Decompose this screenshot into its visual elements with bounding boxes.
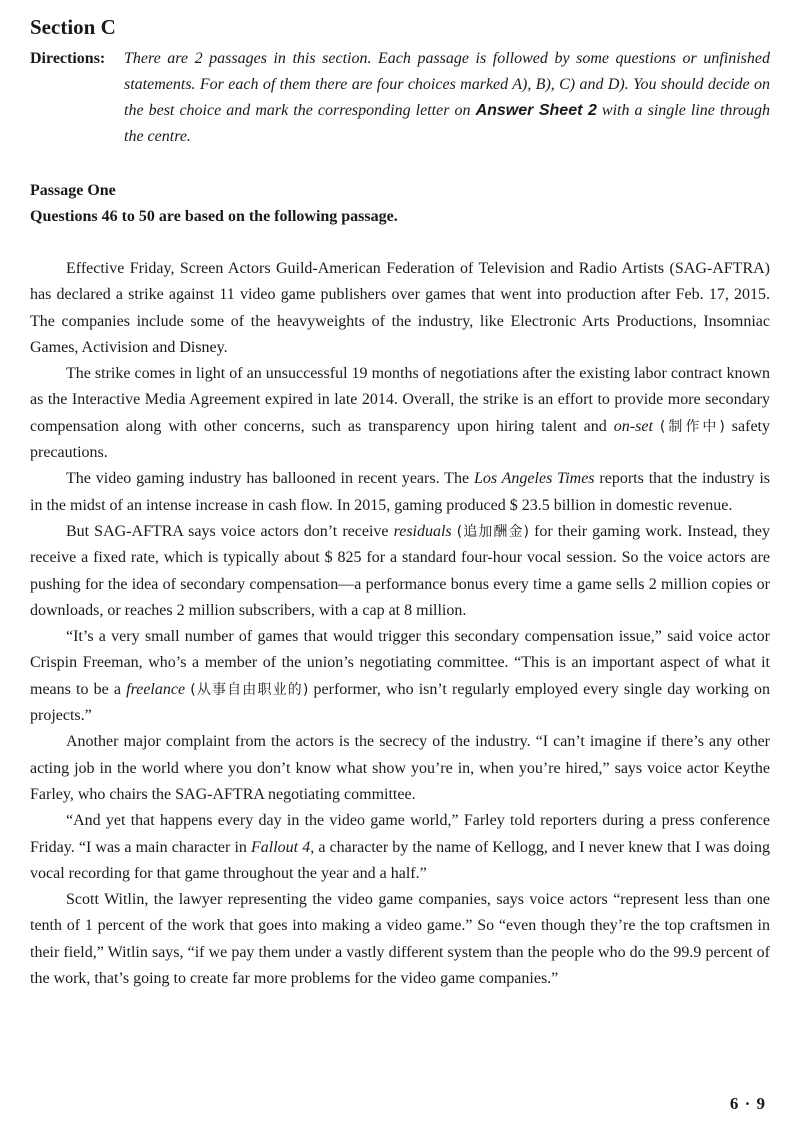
passage-heading: Passage One (30, 182, 116, 199)
directions-text-before: There are 2 passages in this section. Each passage is followed by some questions or unfinished statements. For each of them there are four choices marked A), B), C) and D). You should decide on the best choice and mark the corresponding letter on (124, 50, 770, 119)
p3-text-a: The video gaming industry has ballooned in recent years. The (66, 470, 474, 488)
answer-sheet-ref: Answer Sheet 2 (475, 102, 597, 119)
p5-text-a: “It’s a very small number of games that would trigger this secondary compensation issue,” said voice actor Crispin Freeman, who’s a member of the union’s negotiating committee. “This is an important aspect of what it means to be a (30, 628, 770, 698)
p2-text-a: The strike comes in light of an unsuccessful 19 months of negotiations after the existing labor contract known as the Interactive Media Agreement expired in late 2014. Overall, the strike is an effort to provide more secondary compensation along with other concerns, such as transparency upon hiring talent and (30, 365, 770, 435)
section-title: Section C (30, 15, 116, 39)
p3-text-b: reports that the industry is in the midst of an intense increase in cash flow. In 2015, gaming produced $ 23.5 billion in domestic revenue. (30, 470, 771, 514)
page-number: 6 · 9 (729, 1094, 766, 1113)
paragraph-6: Another major complaint from the actors is the secrecy of the industry. “I can’t imagine if there’s any other acting job in the world where you don’t know what show you’re in, when you’re hired,” says voice actor Keythe Farley, who chairs the SAG-AFTRA negotiating committee. (30, 733, 770, 803)
p7-game-title: Fallout 4 (251, 838, 311, 856)
questions-heading: Questions 46 to 50 are based on the following passage. (30, 208, 398, 225)
directions-label: Directions: (30, 50, 106, 67)
p5-gloss: (从事自由职业的) (190, 681, 309, 698)
paragraph-4 (30, 519, 770, 624)
directions (30, 46, 770, 150)
p4-text-a: But SAG-AFTRA says voice actors don’t receive (66, 522, 394, 540)
paragraph-3 (30, 466, 770, 519)
paragraph-5 (30, 624, 770, 729)
p7-text-b: , a character by the name of Kellogg, and I never knew that I was doing vocal recording for that game throughout the year and a half.” (30, 838, 771, 882)
p4-gloss: (追加酬金) (456, 523, 529, 540)
p2-term: on-set (613, 417, 653, 435)
p5-term: freelance (126, 680, 186, 698)
paragraph-1: Effective Friday, Screen Actors Guild-American Federation of Television and Radio Artists (SAG-AFTRA) has declared a strike against 11 video game publishers over games that went into production after Feb. 17, 2015. The companies include some of the heavyweights of the industry, like Electronic Arts Productions, Insomniac Games, Activision and Disney. (30, 260, 770, 356)
p4-term: residuals (393, 522, 452, 540)
p7-text-a: “And yet that happens every day in the video game world,” Farley told reporters during a press conference Friday. “I was a main character in (30, 812, 770, 856)
p4-text-b: for their gaming work. Instead, they receive a fixed rate, which is typically about $ 825 for a standard four-hour vocal session. So the voice actors are pushing for the idea of secondary compensation—a performance bonus every time a game sells 2 million copies or downloads, or reaches 2 million subscribers, with a cap at 8 million. (30, 522, 771, 619)
paragraph-2 (30, 361, 770, 466)
p5-text-b: performer, who isn’t regularly employed every single day working on projects.” (30, 680, 770, 725)
p2-gloss: (制作中) (659, 418, 725, 435)
paragraph-7 (30, 808, 770, 887)
directions-text-after: with a single line through the centre. (124, 102, 771, 145)
paragraph-8: Scott Witlin, the lawyer representing the video game companies, says voice actors “represent less than one tenth of 1 percent of the work that goes into making a video game.” So “even though they’re the top craftsmen in their field,” Witlin says, “if we pay them under a vastly different system than the people who do the 99.9 percent of the work, that’s going to create far more problems for the video game companies.” (30, 891, 770, 988)
directions-text (124, 46, 770, 150)
p3-newspaper: Los Angeles Times (473, 470, 595, 488)
p2-text-b: safety precautions. (30, 417, 770, 462)
